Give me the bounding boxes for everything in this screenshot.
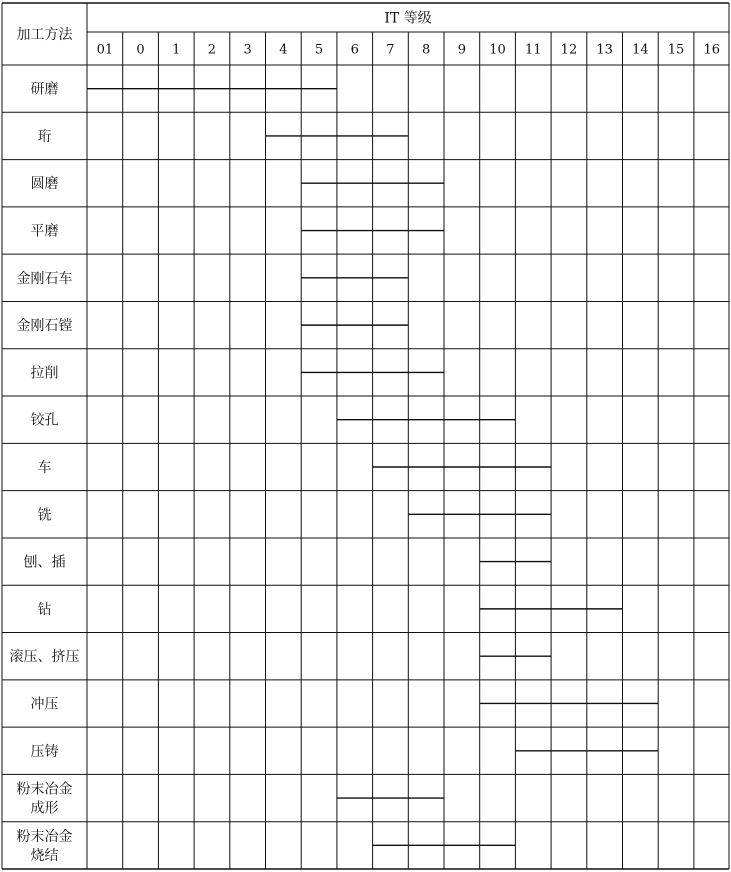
method-label: 成形: [30, 800, 59, 817]
grade-label: 8: [422, 42, 431, 58]
grade-label: 2: [207, 42, 217, 58]
method-label: 金刚石车: [16, 270, 73, 287]
it-grade-header: IT 等级: [384, 10, 432, 27]
method-labels: [10, 82, 80, 864]
table-grid: [2, 3, 729, 869]
grade-label: 14: [632, 42, 649, 58]
method-label: 粉末冶金: [16, 828, 73, 845]
method-label: 金刚石镗: [16, 318, 73, 335]
method-label: 烧结: [30, 847, 59, 864]
method-label: 研磨: [30, 81, 59, 98]
grade-label: 01: [96, 42, 114, 58]
grade-label: 11: [524, 42, 542, 58]
method-label: 铣: [37, 507, 52, 524]
method-label: 珩: [37, 128, 52, 145]
method-label: 滚压、挤压: [9, 649, 80, 666]
grade-label: 7: [386, 42, 395, 58]
grade-label: 13: [596, 42, 613, 58]
method-label: 冲压: [30, 696, 59, 713]
grade-label: 3: [243, 42, 252, 58]
method-label: 铰孔: [30, 412, 59, 429]
grade-label: 15: [667, 42, 685, 58]
grade-label: 1: [172, 42, 181, 58]
grade-label: 9: [457, 42, 466, 58]
method-label: 钻: [37, 601, 52, 618]
method-label: 平磨: [30, 223, 59, 240]
method-label: 刨、插: [23, 554, 66, 571]
grade-label: 5: [314, 42, 324, 58]
grade-label: 16: [703, 42, 721, 58]
grade-label: 10: [489, 42, 506, 58]
method-label: 车: [37, 460, 52, 476]
grade-label: 4: [279, 42, 288, 58]
method-label: 拉削: [30, 365, 59, 382]
grade-label: 12: [560, 42, 578, 58]
method-label: 压铸: [30, 743, 59, 760]
method-label: 粉末冶金: [16, 781, 73, 798]
grade-label: 0: [136, 42, 145, 58]
method-column-header: 加工方法: [16, 27, 73, 43]
grade-label: 6: [350, 42, 359, 58]
method-label: 圆磨: [30, 176, 59, 193]
